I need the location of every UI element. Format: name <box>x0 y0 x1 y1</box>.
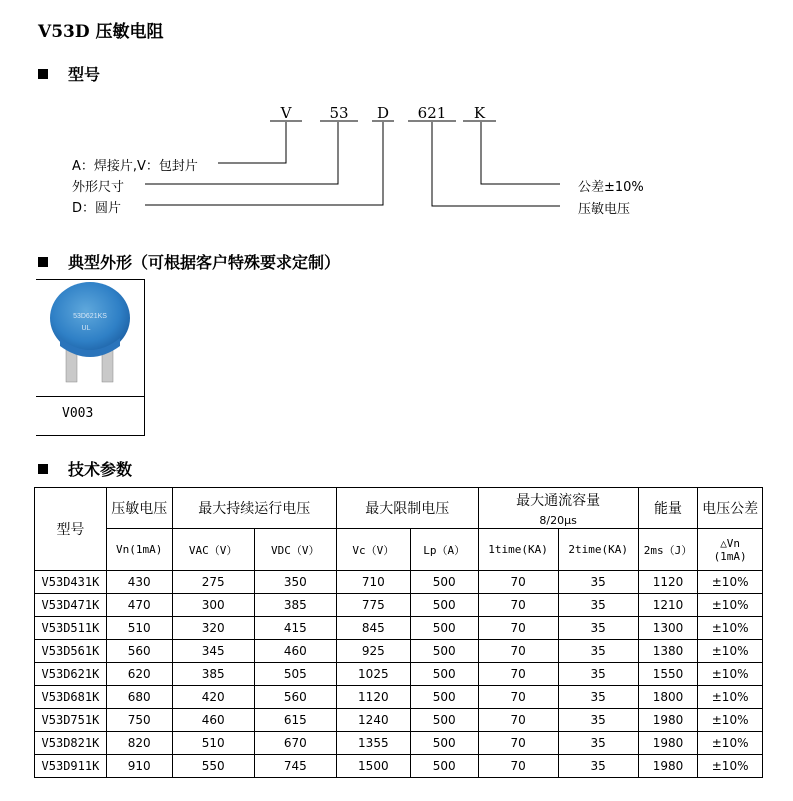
table-row <box>35 663 763 686</box>
cell-model: V53D751K <box>35 709 107 732</box>
cell-vn: 750 <box>106 709 172 732</box>
cell-2time: 35 <box>558 732 638 755</box>
legend-size: 外形尺寸 <box>72 180 125 195</box>
th-delta-vn <box>698 529 763 571</box>
code-part-voltage: 621 <box>417 104 447 122</box>
th-delta-vn-unit: (1mA) <box>713 549 747 563</box>
cell-vac: 460 <box>172 709 254 732</box>
th-vac: VAC（V） <box>172 529 254 571</box>
cell-vac: 320 <box>172 617 254 640</box>
legend-shape: D：圆片 <box>72 201 122 216</box>
th-vdc: VDC（V） <box>254 529 336 571</box>
page-title: V53D 压敏电阻 <box>38 22 164 42</box>
th-delta-vn-label: △Vn <box>720 536 741 550</box>
code-part-shape: D <box>376 104 390 122</box>
cell-vac: 345 <box>172 640 254 663</box>
cell-vc: 1120 <box>336 686 410 709</box>
th-tolerance: 电压公差 <box>698 488 763 529</box>
cell-1time: 70 <box>478 732 558 755</box>
cell-energy: 1980 <box>638 709 698 732</box>
cell-tolerance: ±10% <box>698 617 763 640</box>
cell-2time: 35 <box>558 640 638 663</box>
cell-1time: 70 <box>478 594 558 617</box>
code-part-series: V <box>280 104 292 122</box>
section-model-label: 型号 <box>68 65 101 84</box>
th-1time: 1time(KA) <box>478 529 558 571</box>
legend-terminal: A：焊接片,V：包封片 <box>72 159 198 174</box>
cell-1time: 70 <box>478 686 558 709</box>
cell-1time: 70 <box>478 571 558 594</box>
th-energy: 能量 <box>638 488 698 529</box>
cell-2time: 35 <box>558 594 638 617</box>
table-row <box>35 755 763 778</box>
legend-tolerance: 公差±10% <box>578 180 644 195</box>
product-divider <box>36 396 144 397</box>
table-row <box>35 709 763 732</box>
cell-vdc: 505 <box>254 663 336 686</box>
th-max-surge-current <box>478 488 638 529</box>
cell-energy: 1210 <box>638 594 698 617</box>
th-vc: Vc（V） <box>336 529 410 571</box>
code-part-tolerance: K <box>473 104 486 122</box>
cell-vn: 820 <box>106 732 172 755</box>
cell-lp: 500 <box>410 709 478 732</box>
cell-tolerance: ±10% <box>698 732 763 755</box>
cell-tolerance: ±10% <box>698 571 763 594</box>
cell-tolerance: ±10% <box>698 663 763 686</box>
cell-energy: 1550 <box>638 663 698 686</box>
cell-vdc: 745 <box>254 755 336 778</box>
cell-vc: 1025 <box>336 663 410 686</box>
cell-1time: 70 <box>478 709 558 732</box>
cell-vac: 550 <box>172 755 254 778</box>
cell-vn: 680 <box>106 686 172 709</box>
parameter-table <box>34 487 763 778</box>
cell-1time: 70 <box>478 663 558 686</box>
cell-lp: 500 <box>410 640 478 663</box>
cell-1time: 70 <box>478 640 558 663</box>
th-2ms: 2ms（J） <box>638 529 698 571</box>
cell-vdc: 615 <box>254 709 336 732</box>
cell-tolerance: ±10% <box>698 686 763 709</box>
table-row <box>35 594 763 617</box>
cell-energy: 1300 <box>638 617 698 640</box>
cell-tolerance: ±10% <box>698 594 763 617</box>
cell-vc: 1500 <box>336 755 410 778</box>
cell-vdc: 460 <box>254 640 336 663</box>
legend-voltage: 压敏电压 <box>578 202 631 217</box>
th-max-surge-label: 最大通流容量 <box>516 492 601 509</box>
cell-vdc: 670 <box>254 732 336 755</box>
cell-vc: 710 <box>336 571 410 594</box>
th-varistor-voltage: 压敏电压 <box>106 488 172 529</box>
cell-lp: 500 <box>410 594 478 617</box>
cell-lp: 500 <box>410 686 478 709</box>
cell-lp: 500 <box>410 755 478 778</box>
cell-model: V53D511K <box>35 617 107 640</box>
product-image-box <box>36 279 145 436</box>
cell-1time: 70 <box>478 617 558 640</box>
th-lp: Lp（A） <box>410 529 478 571</box>
table-row <box>35 686 763 709</box>
cell-tolerance: ±10% <box>698 709 763 732</box>
section-params-heading <box>38 457 132 480</box>
cell-energy: 1120 <box>638 571 698 594</box>
cell-vdc: 560 <box>254 686 336 709</box>
cell-vn: 620 <box>106 663 172 686</box>
code-part-size: 53 <box>329 104 349 122</box>
section-appearance-label: 典型外形（可根据客户特殊要求定制） <box>68 253 341 272</box>
cell-vac: 300 <box>172 594 254 617</box>
cell-vac: 510 <box>172 732 254 755</box>
th-2time: 2time(KA) <box>558 529 638 571</box>
section-appearance-heading <box>38 250 340 273</box>
cell-1time: 70 <box>478 755 558 778</box>
th-model: 型号 <box>35 488 107 571</box>
cell-lp: 500 <box>410 663 478 686</box>
cell-2time: 35 <box>558 686 638 709</box>
cell-lp: 500 <box>410 732 478 755</box>
table-header-row <box>35 488 763 529</box>
cell-vdc: 350 <box>254 571 336 594</box>
cell-lp: 500 <box>410 617 478 640</box>
cell-vac: 275 <box>172 571 254 594</box>
th-max-clamping-voltage: 最大限制电压 <box>336 488 478 529</box>
cell-vc: 1240 <box>336 709 410 732</box>
cell-vac: 385 <box>172 663 254 686</box>
section-params-label: 技术参数 <box>68 460 133 479</box>
table-subheader-row <box>35 529 763 571</box>
cell-vc: 775 <box>336 594 410 617</box>
cell-model: V53D431K <box>35 571 107 594</box>
bullet-square-icon <box>38 257 48 267</box>
cell-model: V53D821K <box>35 732 107 755</box>
table-row <box>35 732 763 755</box>
cell-vn: 910 <box>106 755 172 778</box>
cell-vn: 470 <box>106 594 172 617</box>
cell-vn: 430 <box>106 571 172 594</box>
cell-lp: 500 <box>410 571 478 594</box>
cell-vdc: 385 <box>254 594 336 617</box>
cell-model: V53D561K <box>35 640 107 663</box>
cell-vc: 845 <box>336 617 410 640</box>
cell-energy: 1380 <box>638 640 698 663</box>
cell-vn: 510 <box>106 617 172 640</box>
table-row <box>35 617 763 640</box>
varistor-image <box>36 280 144 396</box>
th-vn: Vn(1mA) <box>106 529 172 571</box>
table-row <box>35 640 763 663</box>
cell-model: V53D471K <box>35 594 107 617</box>
cell-tolerance: ±10% <box>698 755 763 778</box>
cell-vdc: 415 <box>254 617 336 640</box>
cell-2time: 35 <box>558 755 638 778</box>
cell-model: V53D681K <box>35 686 107 709</box>
cell-vn: 560 <box>106 640 172 663</box>
disc-marking-ul: UL <box>81 325 91 332</box>
cell-2time: 35 <box>558 709 638 732</box>
cell-energy: 1980 <box>638 732 698 755</box>
cell-model: V53D621K <box>35 663 107 686</box>
cell-vc: 1355 <box>336 732 410 755</box>
th-surge-wave: 8/20μs <box>539 513 577 527</box>
cell-energy: 1800 <box>638 686 698 709</box>
cell-2time: 35 <box>558 663 638 686</box>
cell-2time: 35 <box>558 571 638 594</box>
cell-energy: 1980 <box>638 755 698 778</box>
cell-vc: 925 <box>336 640 410 663</box>
cell-2time: 35 <box>558 617 638 640</box>
cell-tolerance: ±10% <box>698 640 763 663</box>
bullet-square-icon <box>38 464 48 474</box>
disc-marking-code: 53D621KS <box>73 313 107 320</box>
cell-model: V53D911K <box>35 755 107 778</box>
cell-vac: 420 <box>172 686 254 709</box>
product-label: V003 <box>62 406 94 421</box>
th-max-operating-voltage: 最大持续运行电压 <box>172 488 336 529</box>
table-row <box>35 571 763 594</box>
